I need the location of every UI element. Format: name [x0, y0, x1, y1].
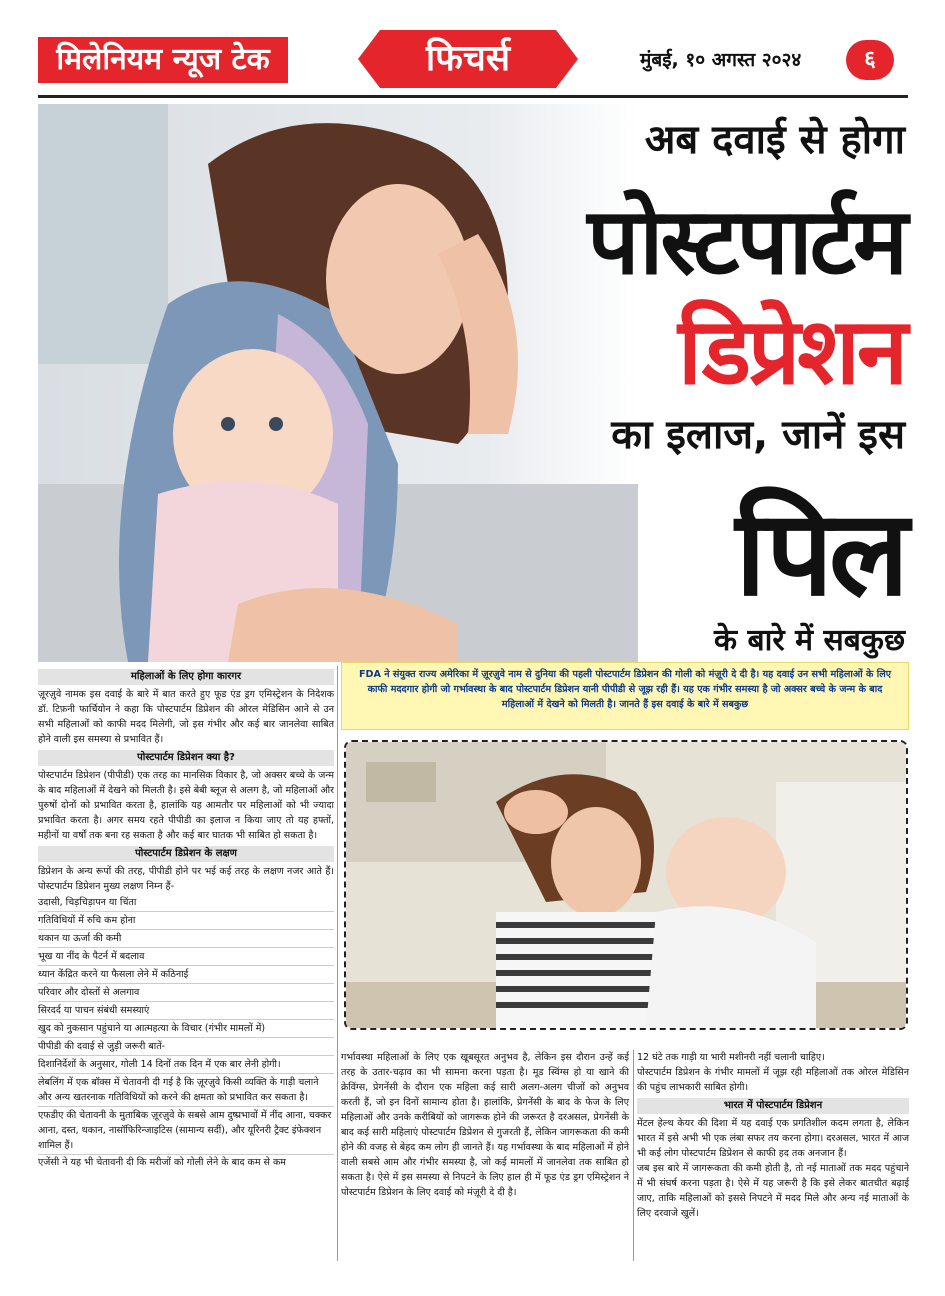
paragraph: 12 घंटे तक गाड़ी या भारी मशीनरी नहीं चलानी चाहिए।	[637, 1052, 825, 1063]
paragraph: ज़ूरज़ुवे नामक इस दवाई के बारे में बात करते हुए फूड एंड ड्रग एमिस्ट्रेशन के निदेशक डॉ. टिफ़नी फार्चियोन ने कहा कि पोस्टपार्टम डिप्रेशन की ओरल मेडिसिन आने से उन सभी महिलाओं को काफी मदद मिलेगी, जो इस गंभीर और कई बार जानलेवा साबित होने वाली इस समस्या से प्रभावित हैं।	[38, 689, 334, 745]
symptom-item: गतिविधियों में रुचि कम होना	[38, 912, 334, 930]
intro-box	[341, 662, 909, 730]
photo-mother-holding-baby	[344, 740, 908, 1030]
edition-date: मुंबई, १० अगस्त २०२४	[640, 49, 802, 71]
subheading-ppd-in-india: भारत में पोस्टपार्टम डिप्रेशन	[637, 1098, 909, 1114]
section-title: फिचर्स	[380, 30, 556, 88]
article-column-1	[38, 666, 334, 1170]
masthead-divider	[38, 95, 908, 98]
headline-line-4: का इलाज, जानें इस	[611, 412, 905, 458]
column-divider	[633, 1050, 634, 1261]
paragraph: पोस्टपार्टम डिप्रेशन के गंभीर मामलों में जूझ रही महिलाओं तक ओरल मेडिसिन की पहुंच लाभकारी साबित होगी।	[637, 1067, 909, 1093]
article-column-2	[341, 1050, 629, 1200]
paragraph: पोस्टपार्टम डिप्रेशन (पीपीडी) एक तरह का मानसिक विकार है, जो अक्सर बच्चे के जन्म के बाद महिलाओं में देखने को मिलती है। इसे बेबी ब्लूज से अलग है, जो महिलाओं और पुरुषों दोनों को प्रभावित करता है, हालांकि यह आमतौर पर महिलाओं को भी ज्यादा प्रभावित करता है। अगर समय रहते पीपीडी का इलाज न किया जाए तो यह हफ्तों, महीनों या वर्षों तक बना रह सकता है और कई बार घातक भी साबित हो सकता है।	[38, 770, 334, 841]
headline-line-5: पिल	[735, 484, 905, 622]
photo2-illustration	[346, 742, 906, 1028]
paragraph: दिशानिर्देशों के अनुसार, गोली 14 दिनों तक दिन में एक बार लेनी होगी।	[38, 1056, 334, 1074]
symptom-item: ध्यान केंद्रित करने या फैसला लेने में कठिनाई	[38, 966, 334, 984]
subheading-what-is-ppd: पोस्टपार्टम डिप्रेशन क्या है?	[38, 750, 334, 766]
paragraph: जब इस बारे में जागरूकता की कमी होती है, तो नई माताओं तक मदद पहुंचाने में भी संघर्ष करना पड़ता है। ऐसे में यह जरूरी है कि इसे लेकर बातचीत बढ़ाई जाए, ताकि महिलाओं को इससे निपटने में मदद मिले और अन्य नई माताओं के लिए दरवाजे खुलें।	[637, 1163, 909, 1219]
paragraph: मेंटल हेल्थ केयर की दिशा में यह दवाई एक प्रगतिशील कदम लगता है, लेकिन भारत में इसे अभी भी एक लंबा सफर तय करना होगा। दरअसल, भारत में आज भी कई लोग पोस्टपार्टम डिप्रेशन से काफी हद तक अनजान हैं।	[637, 1118, 909, 1159]
masthead	[0, 0, 945, 98]
column-divider	[337, 666, 338, 1261]
symptom-item: खुद को नुकसान पहुंचाने या आत्महत्या के विचार (गंभीर मामलों में)	[38, 1020, 334, 1038]
symptom-item: उदासी, चिड़चिड़ापन या चिंता	[38, 894, 334, 912]
headline-line-2: पोस्टपार्टम	[587, 188, 905, 295]
headline-line-3: डिप्रेशन	[677, 298, 905, 405]
paragraph: लेबलिंग में एक बॉक्स में चेतावनी दी गई है कि ज़ूरज़ुवे किसी व्यक्ति के गाड़ी चलाने और अन्य खतरनाक गतिविधियों को करने की क्षमता को प्रभावित कर सकता है।	[38, 1074, 334, 1107]
paragraph: एफडीए की चेतावनी के मुताबिक ज़ूरज़ुवे के सबसे आम दुष्प्रभावों में नींद आना, चक्कर आना, दस्त, थकान, नासॉफिरिन्जाइटिस (सामान्य सर्दी), और यूरिनरी ट्रैक्ट इंफेक्शन शामिल हैं।	[38, 1107, 334, 1155]
article-column-3	[637, 1050, 909, 1221]
subheading-effective-for-women: महिलाओं के लिए होगा कारगर	[38, 669, 334, 685]
hero-photo-illustration	[38, 104, 638, 662]
page-number: ६	[846, 40, 894, 80]
hero-photo-mother-baby	[38, 104, 638, 662]
symptom-item: भूख या नींद के पैटर्न में बदलाव	[38, 948, 334, 966]
symptom-item: सिरदर्द या पाचन संबंधी समस्याएं	[38, 1002, 334, 1020]
paragraph: एजेंसी ने यह भी चेतावनी दी कि मरीजों को गोली लेने के बाद कम से कम	[38, 1157, 286, 1168]
drug-facts-heading: पीपीडी की दवाई से जुड़ी जरूरी बातें-	[38, 1038, 334, 1056]
symptom-item: थकान या ऊर्जा की कमी	[38, 930, 334, 948]
headline-line-1: अब दवाई से होगा	[644, 117, 905, 163]
paragraph: डिप्रेशन के अन्य रूपों की तरह, पीपीडी होने पर भई कई तरह के लक्षण नजर आते हैं। पोस्टपार्टम डिप्रेशन मुख्य लक्षण निम्न हैं-	[38, 866, 334, 892]
newspaper-logo: मिलेनियम न्यूज टेक	[38, 37, 288, 83]
intro-lead: FDA	[358, 669, 381, 680]
headline-line-6: के बारे में सबकुछ	[714, 623, 905, 658]
symptom-item: परिवार और दोस्तों से अलगाव	[38, 984, 334, 1002]
intro-text: ने संयुक्त राज्य अमेरिका में ज़ूरज़ुवे नाम से दुनिया की पहली पोस्टपार्टम डिप्रेशन की गोली को मंज़ूरी दे दी है। यह दवाई उन सभी महिलाओं के लिए काफी मददगार होगी जो गर्भावस्था के बाद पोस्टपार्टम डिप्रेशन यानी पीपीडी से जूझ रही हैं। यह एक गंभीर समस्या है जो अक्सर बच्चे के जन्म के बाद महिलाओं में देखने को मिलती है। जानते हैं इस दवाई के बारे में सबकुछ	[367, 669, 892, 710]
paragraph: गर्भावस्था महिलाओं के लिए एक खूबसूरत अनुभव है, लेकिन इस दौरान उन्हें कई तरह के उतार-चढ़ाव का भी सामना करना पड़ता है। मूड स्विंग्स हो या खाने की क्रेविंग्स, प्रेगनेंसी के दौरान एक महिला कई सारी अलग-अलग चीजों को अनुभव करती हैं, जो इन दिनों सामान्य होता है। हालांकि, प्रेगनेंसी के बाद के फेज के लिए महिलाओं और उनके करीबियों को जागरूक होने की जरूरत है दरअसल, प्रेगनेंसी के बाद कई सारी महिलाएं पोस्टपार्टम डिप्रेशन से गुजरती हैं, लेकिन जागरूकता की कमी होने की वजह से बेहद कम लोग ही जानते हैं। यह गर्भावस्था के बाद महिलाओं में होने वाली सबसे आम और गंभीर समस्या है, जो कई मामलों में जानलेवा तक साबित हो सकता है। ऐसे में इस समस्या से निपटने के लिए हाल ही में फूड एंड ड्रग एमिस्ट्रेशन ने पोस्टपार्टम डिप्रेशन के लिए दवाई को मंज़ूरी दे दी है।	[341, 1052, 629, 1198]
subheading-symptoms: पोस्टपार्टम डिप्रेशन के लक्षण	[38, 846, 334, 862]
